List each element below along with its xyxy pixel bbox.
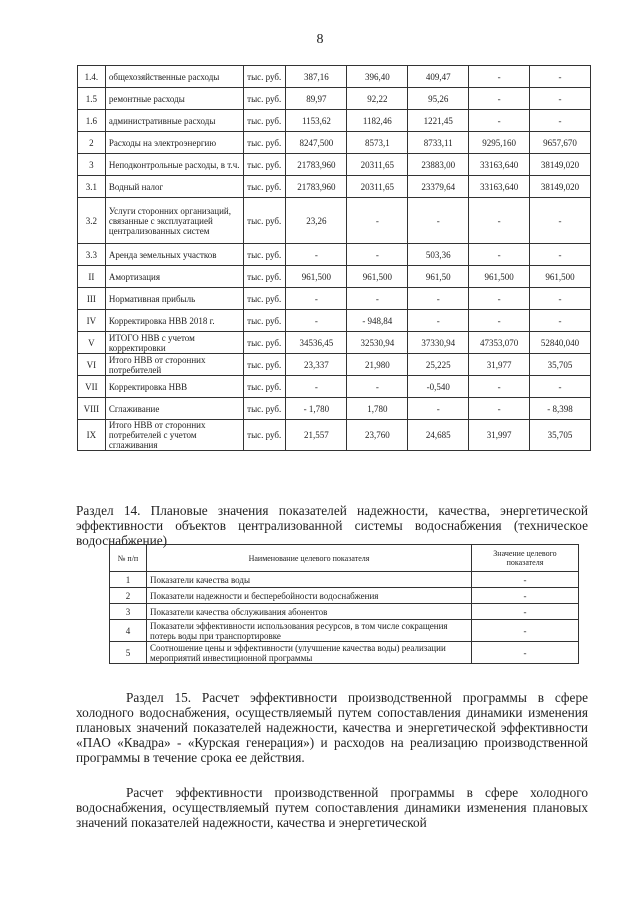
row-unit: тыс. руб. (244, 132, 286, 154)
page-number: 8 (316, 32, 324, 47)
row-number: 1.6 (78, 110, 106, 132)
indicator-number: 3 (110, 604, 147, 620)
row-value: - (530, 198, 591, 244)
row-value: 23,337 (286, 354, 347, 376)
row-value: - (469, 288, 530, 310)
indicator-value: - (472, 572, 579, 588)
row-value: - (347, 198, 408, 244)
row-value: 89,97 (286, 88, 347, 110)
row-value: - (408, 398, 469, 420)
cost-row (78, 266, 591, 288)
row-unit: тыс. руб. (244, 176, 286, 198)
row-label: Корректировка НВВ 2018 г. (105, 310, 243, 332)
row-unit: тыс. руб. (244, 398, 286, 420)
cost-table (77, 65, 591, 451)
cost-row (78, 398, 591, 420)
row-value: 35,705 (530, 354, 591, 376)
row-value: - (530, 288, 591, 310)
row-value: - (469, 66, 530, 88)
row-value: 8573,1 (347, 132, 408, 154)
cost-row (78, 176, 591, 198)
row-value: - (469, 88, 530, 110)
row-label: Неподконтрольные расходы, в т.ч. (105, 154, 243, 176)
row-unit: тыс. руб. (244, 198, 286, 244)
row-number: 3.3 (78, 244, 106, 266)
row-value: - (530, 110, 591, 132)
row-unit: тыс. руб. (244, 88, 286, 110)
row-value: 23,760 (347, 420, 408, 451)
header-value: Значение целевого показателя (472, 545, 579, 572)
cost-row (78, 354, 591, 376)
row-value: - (408, 198, 469, 244)
cost-row (78, 66, 591, 88)
section-15-paragraph: Раздел 15. Расчет эффективности производственной программы в сфере холодного водоснабжения, осуществляемый путем сопоставления динамики изменения плановых значений показателей надежности, качества и энергетической эффективности «ПАО «Квадра» - «Курская генерация») и расходов на реализацию производственной программы в течение срока ее действия. (76, 690, 588, 765)
row-value: - (469, 310, 530, 332)
row-value: 396,40 (347, 66, 408, 88)
row-number: IV (78, 310, 106, 332)
row-label: Итого НВВ от сторонних потребителей (105, 354, 243, 376)
row-unit: тыс. руб. (244, 332, 286, 354)
row-value: 38149,020 (530, 176, 591, 198)
row-value: 21,557 (286, 420, 347, 451)
row-number: IX (78, 420, 106, 451)
cost-row (78, 332, 591, 354)
row-value: 961,50 (408, 266, 469, 288)
row-label: Корректировка НВВ (105, 376, 243, 398)
row-label: административные расходы (105, 110, 243, 132)
row-value: 961,500 (530, 266, 591, 288)
row-number: 3 (78, 154, 106, 176)
row-value: 25,225 (408, 354, 469, 376)
row-value: 961,500 (286, 266, 347, 288)
indicator-name: Показатели эффективности использования ресурсов, в том числе сокращения потерь воды при транспортировке (147, 620, 472, 642)
row-value: 95,26 (408, 88, 469, 110)
indicator-value: - (472, 620, 579, 642)
row-value: 24,685 (408, 420, 469, 451)
row-value: - (530, 310, 591, 332)
cost-row (78, 288, 591, 310)
indicator-row (110, 572, 579, 588)
indicator-value: - (472, 604, 579, 620)
cost-row (78, 88, 591, 110)
row-number: 3.1 (78, 176, 106, 198)
row-unit: тыс. руб. (244, 354, 286, 376)
row-unit: тыс. руб. (244, 66, 286, 88)
row-value: 23883,00 (408, 154, 469, 176)
row-value: 961,500 (347, 266, 408, 288)
indicators-table-header (110, 545, 579, 572)
row-unit: тыс. руб. (244, 244, 286, 266)
row-unit: тыс. руб. (244, 110, 286, 132)
row-value: - (530, 244, 591, 266)
row-unit: тыс. руб. (244, 154, 286, 176)
row-value: 52840,040 (530, 332, 591, 354)
row-value: 20311,65 (347, 176, 408, 198)
row-value: 34536,45 (286, 332, 347, 354)
indicator-row (110, 642, 579, 664)
header-number: № п/п (110, 545, 147, 572)
indicator-name: Показатели качества обслуживания абонентов (147, 604, 472, 620)
row-value: - (286, 310, 347, 332)
cost-row (78, 110, 591, 132)
row-value: 38149,020 (530, 154, 591, 176)
row-unit: тыс. руб. (244, 310, 286, 332)
row-value: - (530, 66, 591, 88)
row-number: II (78, 266, 106, 288)
row-value: 1153,62 (286, 110, 347, 132)
row-value: 33163,640 (469, 176, 530, 198)
row-number: VII (78, 376, 106, 398)
row-value: 23,26 (286, 198, 347, 244)
indicators-table (109, 544, 579, 664)
row-number: V (78, 332, 106, 354)
row-label: Нормативная прибыль (105, 288, 243, 310)
row-value: - (286, 244, 347, 266)
indicator-row (110, 604, 579, 620)
indicator-name: Соотношение цены и эффективности (улучшение качества воды) реализации мероприятий инвестиционной программы (147, 642, 472, 664)
row-number: VIII (78, 398, 106, 420)
row-number: 2 (78, 132, 106, 154)
row-value: 387,16 (286, 66, 347, 88)
row-value: - (469, 198, 530, 244)
row-label: Аренда земельных участков (105, 244, 243, 266)
cost-row (78, 132, 591, 154)
row-value: - (347, 244, 408, 266)
row-value: - (530, 88, 591, 110)
row-value: 8733,11 (408, 132, 469, 154)
row-value: 9295,160 (469, 132, 530, 154)
row-unit: тыс. руб. (244, 420, 286, 451)
row-value: 47353,070 (469, 332, 530, 354)
row-value: 31,977 (469, 354, 530, 376)
row-value: - (408, 310, 469, 332)
row-value: 92,22 (347, 88, 408, 110)
row-value: 8247,500 (286, 132, 347, 154)
row-value: - (286, 376, 347, 398)
row-value: - (286, 288, 347, 310)
row-value: - (530, 376, 591, 398)
section-14-heading: Раздел 14. Плановые значения показателей надежности, качества, энергетической эффективности объектов централизованной системы водоснабжения (техническое водоснабжение) (76, 503, 588, 548)
row-value: 1182,46 (347, 110, 408, 132)
indicator-value: - (472, 588, 579, 604)
row-value: 21,980 (347, 354, 408, 376)
row-unit: тыс. руб. (244, 288, 286, 310)
cost-row (78, 376, 591, 398)
row-value: - (469, 376, 530, 398)
cost-row (78, 310, 591, 332)
indicator-name: Показатели надежности и бесперебойности водоснабжения (147, 588, 472, 604)
header-name: Наименование целевого показателя (147, 545, 472, 572)
row-value: 503,36 (408, 244, 469, 266)
row-label: ИТОГО НВВ с учетом корректировки (105, 332, 243, 354)
row-value: 1,780 (347, 398, 408, 420)
row-value: - (469, 110, 530, 132)
section-15-continuation: Расчет эффективности производственной программы в сфере холодного водоснабжения, осуществляемый путем сопоставления динамики изменения плановых значений показателей надежности, качества и энергетической (76, 785, 588, 830)
row-value: - (408, 288, 469, 310)
row-label: Амортизация (105, 266, 243, 288)
row-value: -0,540 (408, 376, 469, 398)
row-value: 21783,960 (286, 176, 347, 198)
indicator-number: 2 (110, 588, 147, 604)
row-value: 409,47 (408, 66, 469, 88)
row-value: 21783,960 (286, 154, 347, 176)
row-value: 1221,45 (408, 110, 469, 132)
row-value: - (469, 398, 530, 420)
row-value: 37330,94 (408, 332, 469, 354)
row-label: Итого НВВ от сторонних потребителей с учетом сглаживания (105, 420, 243, 451)
row-value: 20311,65 (347, 154, 408, 176)
cost-row (78, 198, 591, 244)
row-value: - (347, 376, 408, 398)
row-unit: тыс. руб. (244, 376, 286, 398)
row-value: - (347, 288, 408, 310)
row-number: VI (78, 354, 106, 376)
cost-row (78, 244, 591, 266)
row-value: 32530,94 (347, 332, 408, 354)
row-label: общехозяйственные расходы (105, 66, 243, 88)
row-label: Сглаживание (105, 398, 243, 420)
row-label: ремонтные расходы (105, 88, 243, 110)
indicator-number: 4 (110, 620, 147, 642)
row-label: Расходы на электроэнергию (105, 132, 243, 154)
row-value: - 1,780 (286, 398, 347, 420)
indicator-number: 1 (110, 572, 147, 588)
row-label: Водный налог (105, 176, 243, 198)
row-value: 23379,64 (408, 176, 469, 198)
cost-row (78, 154, 591, 176)
row-value: - 8,398 (530, 398, 591, 420)
indicator-name: Показатели качества воды (147, 572, 472, 588)
row-value: 35,705 (530, 420, 591, 451)
row-value: 31,997 (469, 420, 530, 451)
indicator-value: - (472, 642, 579, 664)
row-value: - (469, 244, 530, 266)
row-number: 3.2 (78, 198, 106, 244)
row-value: 9657,670 (530, 132, 591, 154)
row-number: 1.4. (78, 66, 106, 88)
row-number: 1.5 (78, 88, 106, 110)
row-label: Услуги сторонних организаций, связанные с эксплуатацией централизованных систем (105, 198, 243, 244)
row-number: III (78, 288, 106, 310)
indicator-row (110, 588, 579, 604)
row-value: - 948,84 (347, 310, 408, 332)
indicator-row (110, 620, 579, 642)
cost-row (78, 420, 591, 451)
indicator-number: 5 (110, 642, 147, 664)
row-value: 961,500 (469, 266, 530, 288)
row-value: 33163,640 (469, 154, 530, 176)
row-unit: тыс. руб. (244, 266, 286, 288)
